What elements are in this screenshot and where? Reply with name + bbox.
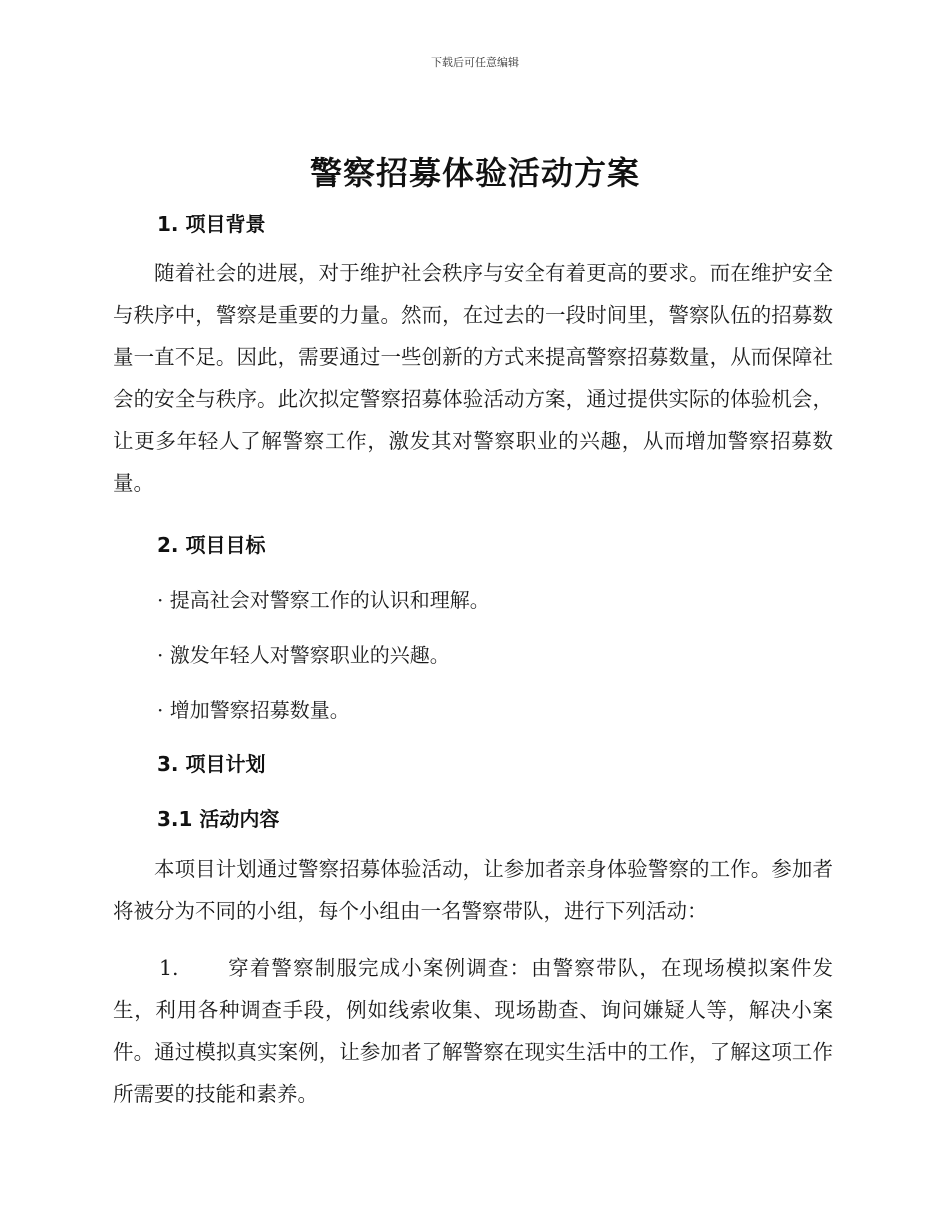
header-note: 下载后可任意编辑: [431, 56, 519, 69]
document-title: 警察招募体验活动方案: [309, 154, 640, 192]
activity-item-number: 1.: [159, 956, 179, 980]
goal-item-3: · 增加警察招募数量。: [157, 698, 350, 722]
section-heading-background: 1. 项目背景: [157, 212, 266, 236]
section-heading-goals: 2. 项目目标: [157, 533, 266, 557]
activity-item-text: 穿着警察制服完成小案例调查：由警察带队，在现场模拟案件发生，利用各种调查手段，例如线索收集、现场勘查、询问嫌疑人等，解决小案件。通过模拟真实案例，让参加者了解警察在现实生活中的工作，了解这项工作所需要的技能和素养。: [113, 956, 833, 1106]
goal-item-2: · 激发年轻人对警察职业的兴趣。: [157, 643, 450, 667]
goal-item-1: · 提高社会对警察工作的认识和理解。: [157, 588, 490, 612]
activity-item-1: [113, 947, 833, 1115]
subsection-heading-activities: 3.1 活动内容: [157, 807, 280, 831]
paragraph-background: 随着社会的进展，对于维护社会秩序与安全有着更高的要求。而在维护安全与秩序中，警察是重要的力量。然而，在过去的一段时间里，警察队伍的招募数量一直不足。因此，需要通过一些创新的方式来提高警察招募数量，从而保障社会的安全与秩序。此次拟定警察招募体验活动方案，通过提供实际的体验机会，让更多年轻人了解警察工作，激发其对警察职业的兴趣，从而增加警察招募数量。: [113, 261, 833, 495]
paragraph-activities: 本项目计划通过警察招募体验活动，让参加者亲身体验警察的工作。参加者将被分为不同的小组，每个小组由一名警察带队，进行下列活动：: [113, 857, 833, 923]
section-heading-plan: 3. 项目计划: [157, 752, 266, 776]
